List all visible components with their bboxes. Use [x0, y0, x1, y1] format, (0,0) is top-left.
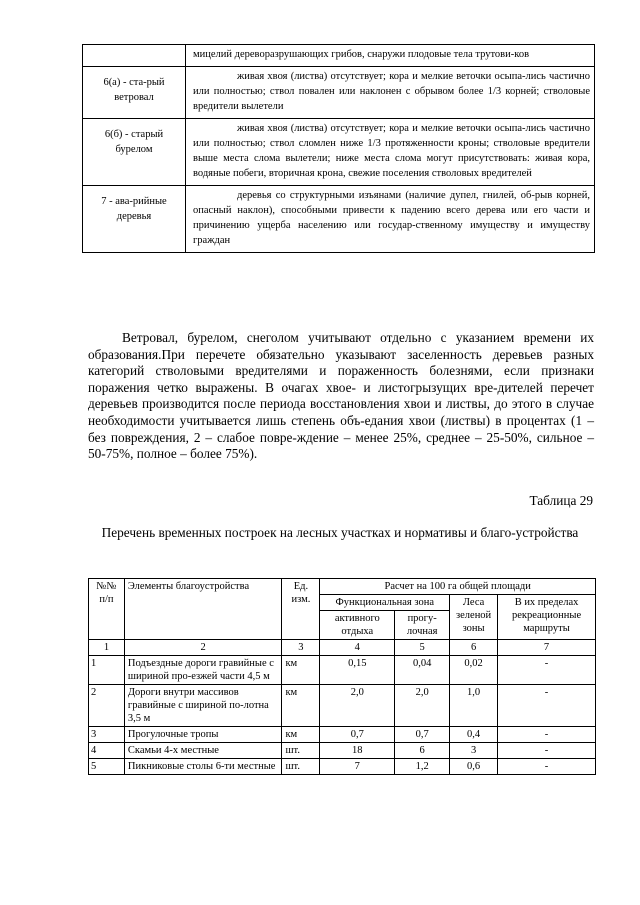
- description-text: живая хвоя (листва) отсутствует; кора и мелкие веточки осыпа-лись частично или полностью; ствол повален или наклонен с обрывом более 1/3 корней; стволовые вредители вылетели: [193, 71, 590, 112]
- tree-condition-table: [82, 44, 595, 253]
- row-green: 0,02: [450, 656, 498, 685]
- header-calc: Расчет на 100 га общей площади: [320, 579, 596, 595]
- row-element: Скамьи 4-х местные: [124, 743, 282, 759]
- row-unit: км: [282, 685, 320, 727]
- row-unit: км: [282, 727, 320, 743]
- row-active: 2,0: [320, 685, 395, 727]
- header-recreational: В их пределах рекреационные маршруты: [498, 595, 596, 640]
- table-row: [89, 743, 596, 759]
- row-element: Пикниковые столы 6-ти местные: [124, 759, 282, 775]
- row-walk: 6: [395, 743, 450, 759]
- category-cell: 6(а) - ста-рый ветровал: [83, 67, 186, 119]
- body-paragraph: Ветровал, бурелом, снеголом учитывают отдельно с указанием времени их образования.При перечете обязательно указывают заселенность деревьев разных категорий стволовыми вредителями и пораженность болезнями, если признаки поражения четко выражены. В очагах хвое- и листогрызущих вре-дителей перечет деревьев производится после периода восстановления хвои и листвы, до этого в случае необходимости учитывается лишь степень объ-едания хвои (листвы) в процентах (1 – без повреждения, 2 – слабое повре-ждение – менее 25%, среднее – 25-50%, сильное – 50-75%, полное – более 75%).: [88, 330, 594, 462]
- header-functional: Функциональная зона: [320, 595, 450, 611]
- header-walk: прогу-лочная: [395, 611, 450, 640]
- table-row: [89, 656, 596, 685]
- description-text: живая хвоя (листва) отсутствует; кора и мелкие веточки осыпа-лись частично или полностью; ствол сломлен ниже 1/3 протяженности кроны; стволовые вредители выше места слома вылетели; ниже места слома могут присутствовать: живая кора, водяные побеги, вторичная крона, свежие поселения стволовых вредителей: [193, 123, 590, 179]
- row-num: 3: [89, 727, 125, 743]
- table-row: [89, 727, 596, 743]
- row-route: -: [498, 727, 596, 743]
- table-row: [83, 45, 595, 67]
- col-number: 7: [498, 640, 596, 656]
- row-num: 1: [89, 656, 125, 685]
- table-row: [83, 186, 595, 253]
- col-number: 3: [282, 640, 320, 656]
- header-row: [89, 579, 596, 595]
- description-text: деревья со структурными изъянами (наличие дупел, гнилей, об-рыв корней, опасный наклон), способными привести к падению всего дерева или его части и причинению ущерба населению или государ-ственному имуществу и имуществу граждан: [193, 190, 590, 246]
- row-unit: км: [282, 656, 320, 685]
- row-green: 0,4: [450, 727, 498, 743]
- row-element: Дороги внутри массивов гравийные с шириной по-лотна 3,5 м: [124, 685, 282, 727]
- table-caption: Перечень временных построек на лесных участках и нормативы и благо-устройства: [101, 525, 579, 540]
- col-number: 6: [450, 640, 498, 656]
- row-active: 18: [320, 743, 395, 759]
- category-cell: 6(б) - старый бурелом: [83, 119, 186, 186]
- header-unit: Ед. изм.: [282, 579, 320, 640]
- row-num: 5: [89, 759, 125, 775]
- table-row: [83, 119, 595, 186]
- col-number: 1: [89, 640, 125, 656]
- row-green: 3: [450, 743, 498, 759]
- category-cell: 7 - ава-рийные деревья: [83, 186, 186, 253]
- row-active: 0,7: [320, 727, 395, 743]
- header-num: №№ п/п: [89, 579, 125, 640]
- column-number-row: [89, 640, 596, 656]
- row-num: 2: [89, 685, 125, 727]
- header-elements: Элементы благоустройства: [124, 579, 282, 640]
- row-walk: 1,2: [395, 759, 450, 775]
- row-route: -: [498, 685, 596, 727]
- row-walk: 0,04: [395, 656, 450, 685]
- header-active: активного отдыха: [320, 611, 395, 640]
- row-green: 0,6: [450, 759, 498, 775]
- row-route: -: [498, 656, 596, 685]
- row-walk: 0,7: [395, 727, 450, 743]
- table-row: [89, 685, 596, 727]
- row-green: 1,0: [450, 685, 498, 727]
- table-row: [89, 759, 596, 775]
- amenities-table: [88, 578, 596, 775]
- row-element: Подъездные дороги гравийные с шириной про-езжей части 4,5 м: [124, 656, 282, 685]
- row-element: Прогулочные тропы: [124, 727, 282, 743]
- table-row: [83, 67, 595, 119]
- row-route: -: [498, 743, 596, 759]
- col-number: 2: [124, 640, 282, 656]
- table-label: Таблица 29: [529, 493, 593, 508]
- row-walk: 2,0: [395, 685, 450, 727]
- row-unit: шт.: [282, 759, 320, 775]
- row-num: 4: [89, 743, 125, 759]
- header-green: Леса зеленой зоны: [450, 595, 498, 640]
- description-cell: мицелий дереворазрушающих грибов, снаружи плодовые тела трутови-ков: [186, 45, 595, 67]
- col-number: 4: [320, 640, 395, 656]
- row-active: 0,15: [320, 656, 395, 685]
- description-cell: [186, 119, 595, 186]
- col-number: 5: [395, 640, 450, 656]
- category-cell: [83, 45, 186, 67]
- description-cell: [186, 67, 595, 119]
- row-route: -: [498, 759, 596, 775]
- description-cell: [186, 186, 595, 253]
- row-active: 7: [320, 759, 395, 775]
- row-unit: шт.: [282, 743, 320, 759]
